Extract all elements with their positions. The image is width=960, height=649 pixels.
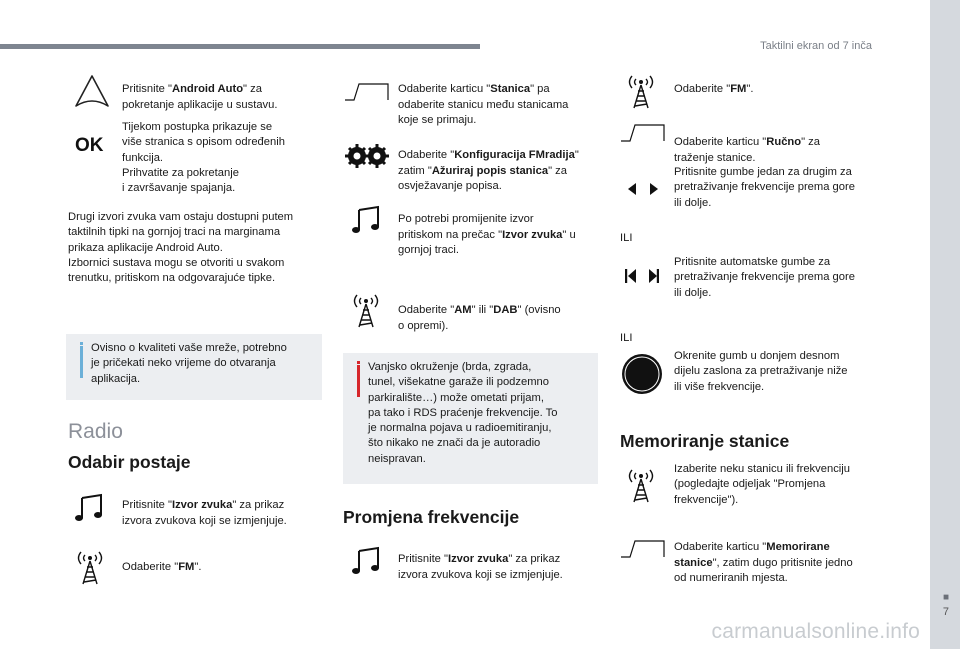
watermark: carmanualsonline.info (711, 620, 920, 643)
ok-icon: OK (75, 135, 104, 156)
page-number: 7 (942, 606, 949, 618)
page-sidebar (930, 0, 960, 649)
izvor-text: Po potrebi promijenite izvor pritiskom na prečac "Izvor zvuka" u gornjoj traci. (398, 213, 576, 256)
page-marker: ■ (942, 592, 949, 603)
other-sources-text: Drugi izvori zvuka vam ostaju dostupni putem taktilnih tipki na gornjoj traci na marginama prikaza aplikacije Android Auto. Izbornici sustava mogu se otvoriti u svakom trenutku, pritiskom na odgovarajuće tipke. (68, 211, 294, 285)
am-dab-text: Odaberite "AM" ili "DAB" (ovisno o opremi). (398, 304, 561, 332)
tab-shape-icon (620, 123, 666, 143)
radio-antenna-icon (625, 467, 657, 503)
odabir-heading: Odabir postaje (68, 452, 191, 472)
warning-note-text: Vanjsko okruženje (brda, zgrada, tunel, višekatne garaže ili podzemno parkiralište…) može ometati prijam, pa tako i RDS praćenje frekvencije. To je normalna pojava u radioemitiranju, što nikako ne znači da je autoradio neispravan. (368, 361, 558, 465)
seek-text: Pritisnite automatske gumbe za pretraživanje frekvencije prema gore ili dolje. (674, 256, 855, 299)
tab-shape-icon (344, 82, 390, 102)
android-auto-text: Pritisnite "Android Auto" za pokretanje aplikacije u sustavu. (122, 83, 278, 111)
left-right-arrows-icon (626, 182, 660, 196)
rotary-knob-icon (620, 352, 664, 396)
radio-antenna-icon (350, 292, 382, 328)
music-note-icon (74, 493, 106, 523)
memo2-text: Odaberite karticu "Memorirane stanice", zatim dugo pritisnite jedno od numeriranih mjesta. (674, 541, 853, 584)
music-note-icon (351, 205, 383, 235)
info-note-text: Ovisno o kvaliteti vaše mreže, potrebno je pričekati neko vrijeme do otvaranja aplikacija. (91, 342, 287, 385)
ili-separator-1: ILI (620, 232, 633, 244)
odabir-step1-text: Pritisnite "Izvor zvuka" za prikaz izvora zvukova koji se izmjenjuje. (122, 499, 287, 527)
header-rule (0, 44, 480, 49)
music-note-icon (351, 546, 383, 576)
radio-antenna-icon (74, 549, 106, 585)
stanica-text: Odaberite karticu "Stanica" pa odaberite stanicu među stanicama koje se primaju. (398, 83, 569, 126)
info-note (66, 334, 322, 400)
knob-text: Okrenite gumb u donjem desnom dijelu zaslona za pretraživanje niže ili više frekvencije. (674, 350, 848, 393)
konfiguracija-text: Odaberite "Konfiguracija FMradija" zatim "Ažuriraj popis stanica" za osvježavanje popisa. (398, 149, 579, 192)
rucno-text: Odaberite karticu "Ručno" za traženje stanice. (674, 136, 820, 164)
android-auto-icon (73, 74, 111, 110)
tab-shape-icon (620, 539, 666, 559)
running-header: Taktilni ekran od 7 inča (760, 40, 872, 52)
fm-text: Odaberite "FM". (674, 83, 754, 96)
seek-buttons-icon (624, 268, 660, 284)
promjena-heading: Promjena frekvencije (343, 507, 520, 527)
radio-heading: Radio (68, 420, 123, 443)
gears-icon (344, 142, 390, 170)
memoriranje-heading: Memoriranje stanice (620, 431, 790, 451)
memo1-text: Izaberite neku stanicu ili frekvenciju (pogledajte odjeljak "Promjena frekvencije"). (674, 463, 850, 506)
odabir-step2-text: Odaberite "FM". (122, 561, 202, 574)
warning-note (343, 353, 598, 484)
ok-text: Tijekom postupka prikazuje se više stranica s opisom određenih funkcija. Prihvatite za pokretanje i završavanje spajanja. (122, 121, 285, 195)
ili-separator-2: ILI (620, 332, 633, 344)
arrows-text: Pritisnite gumbe jedan za drugim za pretraživanje frekvencije prema gore ili dolje. (674, 166, 855, 209)
promjena-step-text: Pritisnite "Izvor zvuka" za prikaz izvora zvukova koji se izmjenjuje. (398, 553, 563, 581)
radio-antenna-icon (625, 73, 657, 109)
